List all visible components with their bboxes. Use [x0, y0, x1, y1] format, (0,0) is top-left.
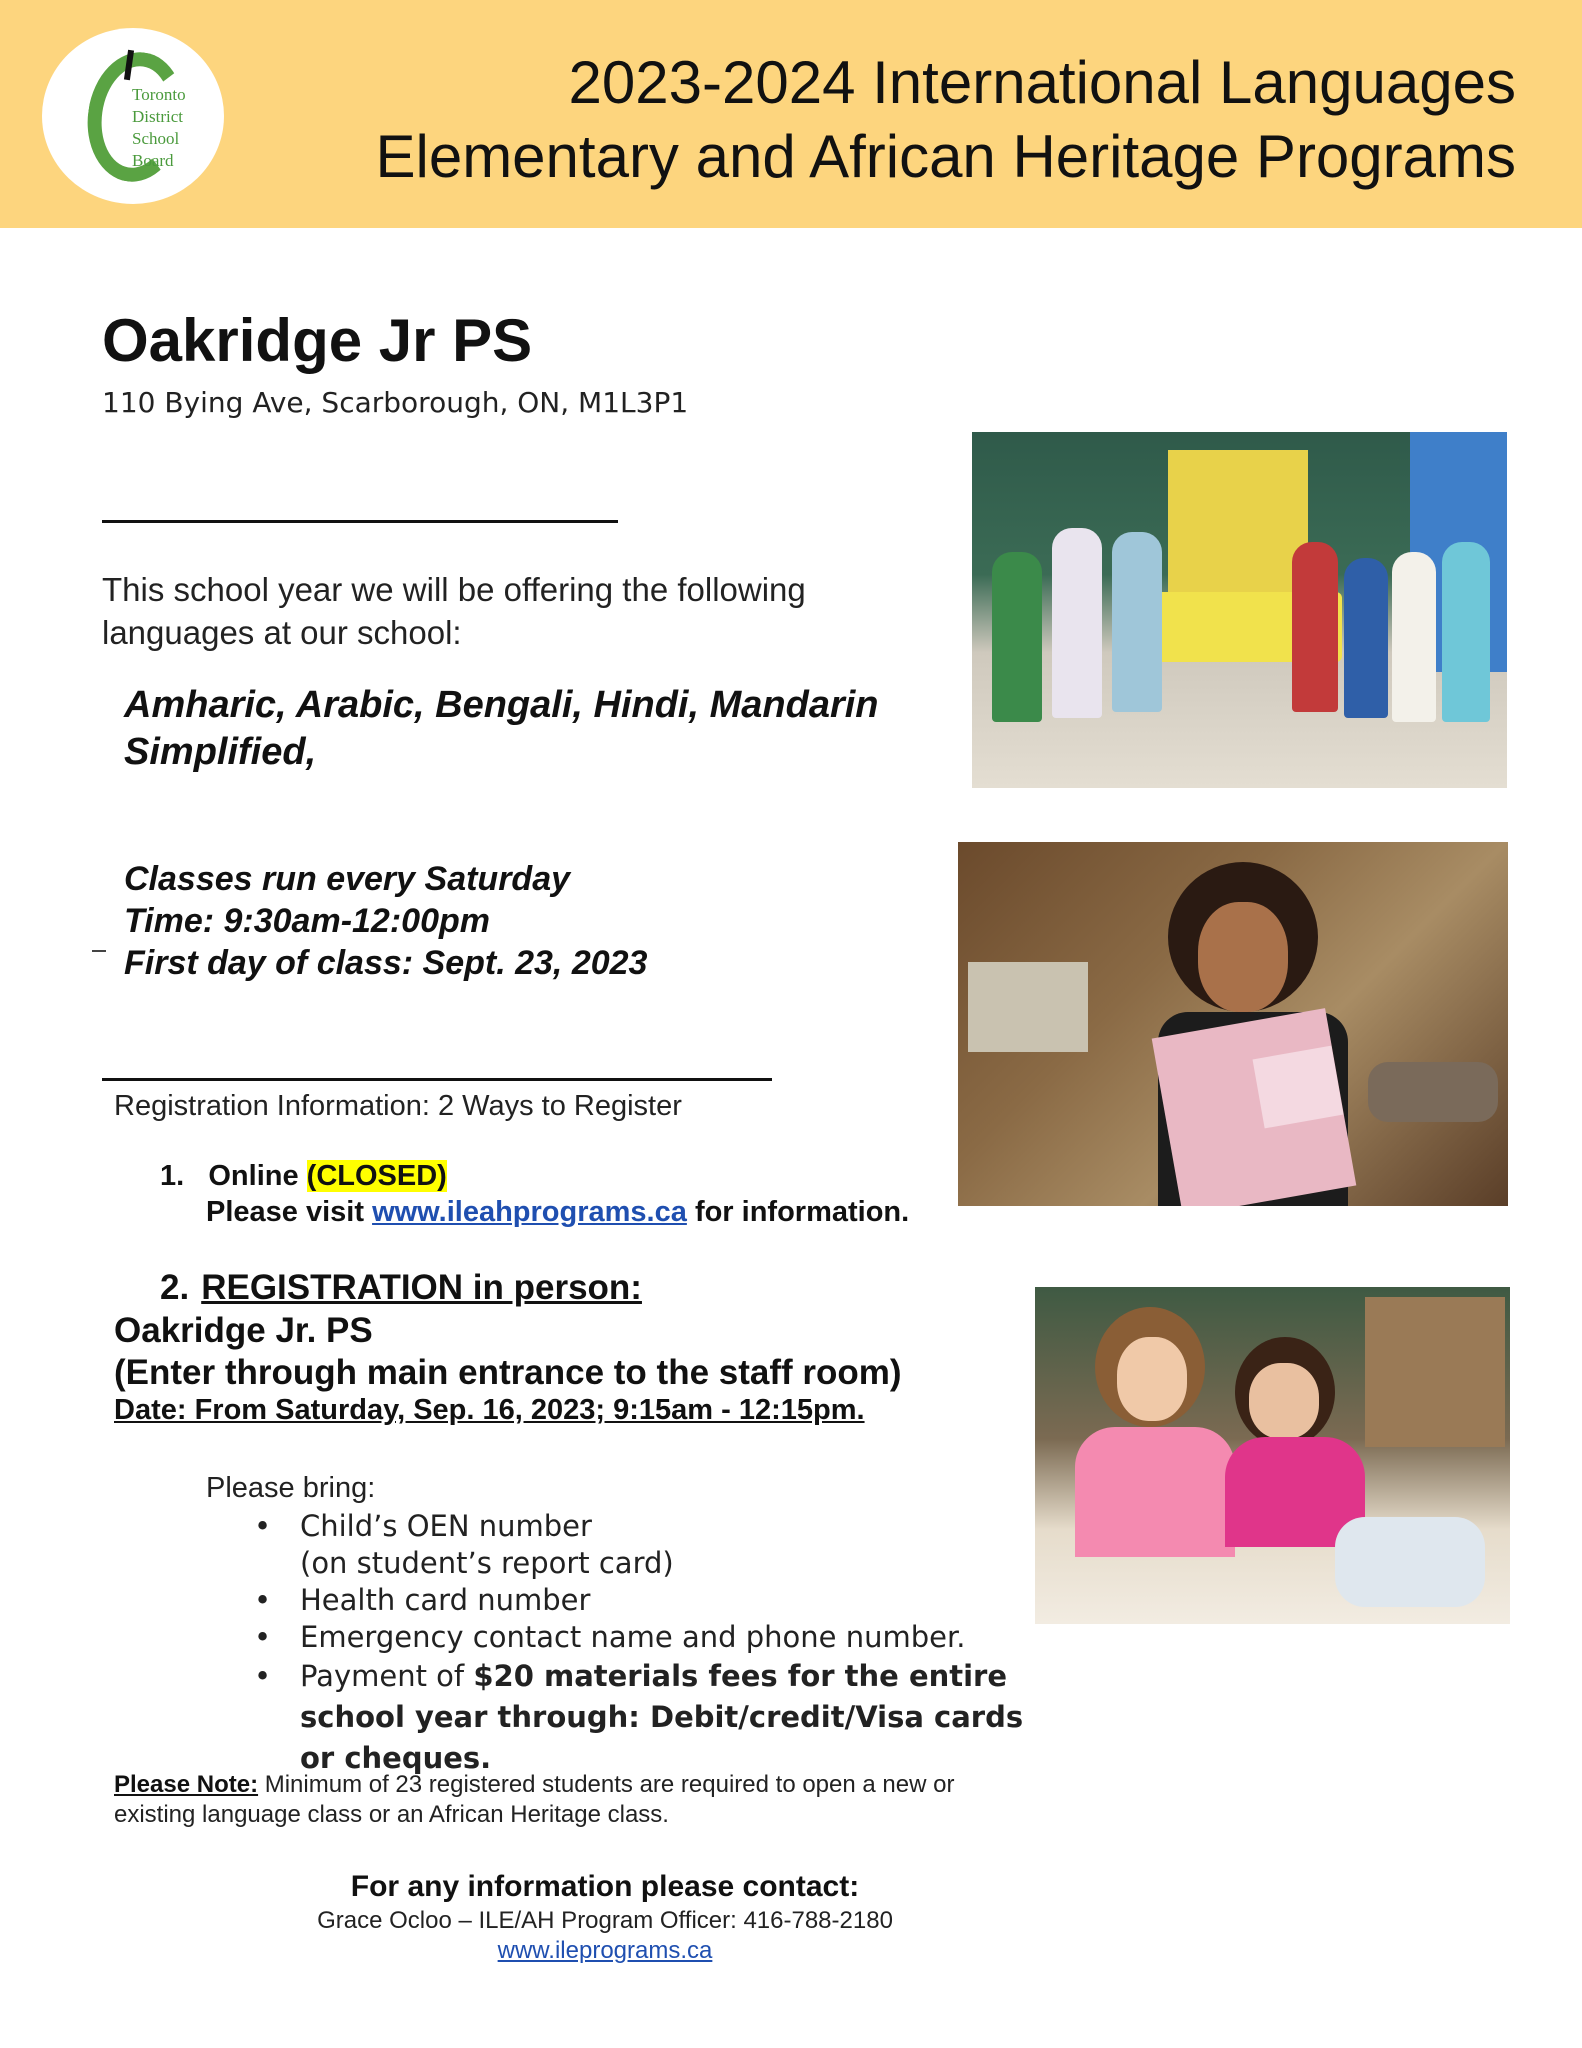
list-item: • Child’s OEN number (on student’s report card)	[254, 1508, 1054, 1582]
child-reading-photo	[958, 842, 1508, 1206]
online-detail: Please visit www.ileahprograms.ca for information.	[206, 1196, 910, 1228]
schedule-first-day: First day of class: Sept. 23, 2023	[124, 944, 648, 982]
ileah-programs-link[interactable]: www.ileahprograms.ca	[372, 1196, 687, 1228]
tdsb-logo	[42, 28, 224, 204]
list-item: • Emergency contact name and phone number.	[254, 1619, 1054, 1656]
title-line-2: Elementary and African Heritage Programs	[375, 123, 1516, 190]
girls-crafting-photo	[1035, 1287, 1510, 1624]
header-banner	[0, 0, 1582, 228]
contact-block	[200, 1868, 1010, 1966]
contact-officer: Grace Ocloo – ILE/AH Program Officer: 416-788-2180	[317, 1907, 893, 1934]
closed-badge: (CLOSED)	[306, 1160, 447, 1192]
bring-label: Please bring:	[206, 1472, 376, 1504]
page-title	[375, 46, 1516, 194]
school-name: Oakridge Jr PS	[102, 307, 533, 374]
list-item: • Health card number	[254, 1582, 1054, 1619]
students-costumes-photo	[972, 432, 1507, 788]
ile-programs-link[interactable]: www.ileprograms.ca	[497, 1937, 713, 1964]
please-note: Please Note: Minimum of 23 registered students are required to open a new or existing language class or an African Heritage class.	[114, 1771, 955, 1828]
school-address: 110 Bying Ave, Scarborough, ON, M1L3P1	[102, 386, 689, 419]
in-person-location: Oakridge Jr. PS (Enter through main entrance to the staff room)	[114, 1311, 902, 1392]
language-list: Amharic, Arabic, Bengali, Hindi, Mandarin Simplified,	[124, 684, 879, 773]
registration-heading: Registration Information: 2 Ways to Register	[114, 1090, 682, 1122]
title-line-1: 2023-2024 International Languages	[568, 49, 1516, 116]
logo-wordmark: Toronto District School Board	[132, 85, 186, 170]
registration-date: Date: From Saturday, Sep. 16, 2023; 9:15am - 12:15pm.	[114, 1394, 865, 1426]
list-item: • Payment of $20 materials fees for the entire school year through: Debit/credit/Visa cards or cheques.	[254, 1656, 1054, 1779]
schedule-days: Classes run every Saturday	[124, 860, 571, 898]
contact-heading: For any information please contact:	[350, 1870, 860, 1903]
schedule-time: Time: 9:30am-12:00pm	[124, 902, 490, 940]
divider	[102, 520, 618, 523]
registration-option-online: 1. Online (CLOSED)	[160, 1160, 447, 1192]
divider	[102, 1078, 772, 1081]
registration-option-in-person: 2. REGISTRATION in person:	[160, 1268, 642, 1307]
offering-intro: This school year we will be offering the following languages at our school:	[102, 571, 806, 651]
class-schedule	[124, 858, 647, 984]
dash-mark	[92, 950, 106, 952]
bring-list	[254, 1508, 1054, 1779]
